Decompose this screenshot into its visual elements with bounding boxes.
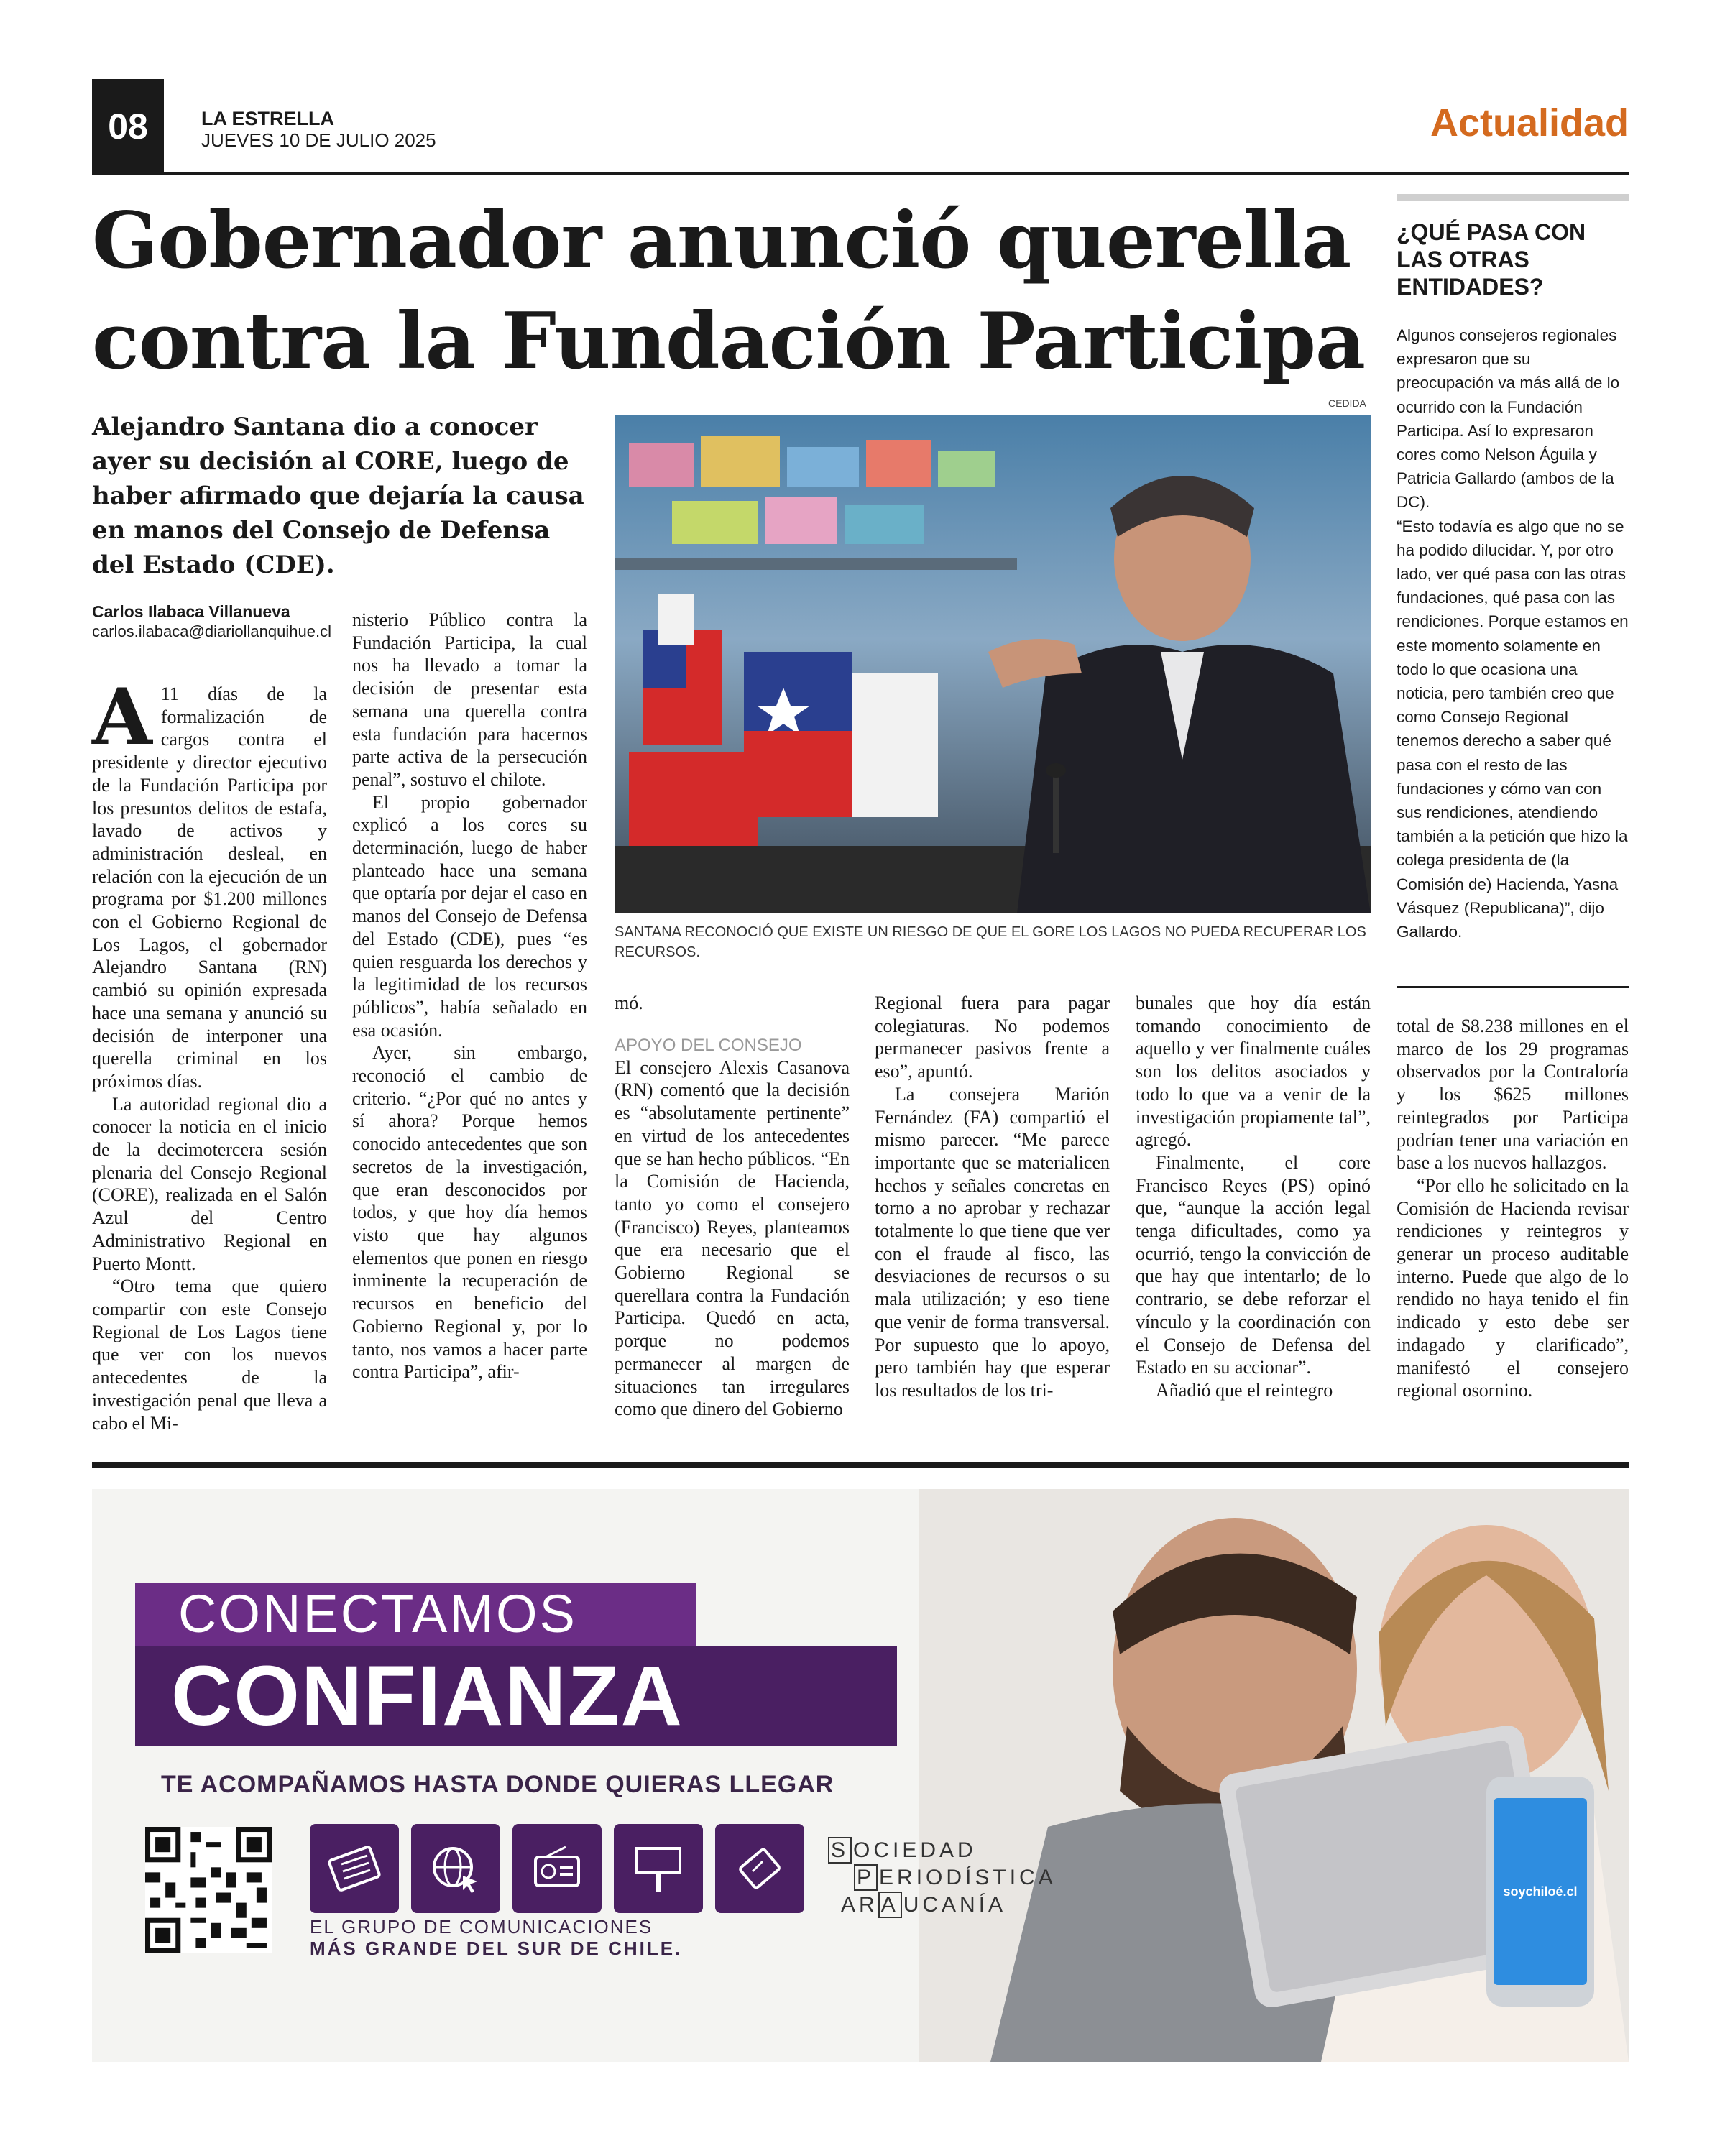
billboard-icon: [614, 1824, 703, 1913]
sopesa-logo[interactable]: [828, 1837, 1057, 1919]
logo-line-2: P ERIODÍSTICA: [828, 1864, 1057, 1892]
author-email: carlos.ilabaca@diariollanquihue.cl: [92, 622, 331, 640]
header-rule: [92, 172, 1629, 175]
headline: [92, 190, 1371, 392]
article-subhead: Alejandro Santana dio a conocer ayer su decisión al CORE, luego de haber afirmado que dejaría la causa en manos del Consejo de Defensa del Estado (CDE).: [92, 413, 584, 579]
author-name: Carlos Ilabaca Villanueva: [92, 602, 290, 621]
governor-photo-illustration: [615, 415, 1371, 913]
radio-icon: [512, 1824, 602, 1913]
paragraph: Ayer, sin embargo, reconoció el cambio de criterio. “¿Por qué no antes y sí ahora? Porque hemos conocido antecedentes que son secretos de la investigación, que eran desconocidos por todos, y que hoy día hemos visto que hay algunos elementos que ponen en riesgo inminente la recuperación de recursos en beneficio del Gobierno Regional y, por lo tanto, nos vamos a hacer parte contra Participa”, afir-: [352, 1042, 587, 1383]
article-bottom-rule: [92, 1462, 1629, 1468]
logo-line-1: S OCIEDAD: [828, 1837, 1057, 1864]
article-column-2: [352, 609, 587, 1383]
drop-cap: A: [92, 672, 152, 763]
headline-line-1: Gobernador anunció querella: [92, 195, 1351, 286]
ad-headline-1: CONECTAMOS: [135, 1583, 696, 1646]
paragraph: La autoridad regional dio a conocer la noticia en el inicio de la decimotercera sesión plenaria del Consejo Regional (CORE), realizada en el Salón Azul del Centro Administrativo Regional en Puerto Montt.: [92, 1093, 327, 1274]
paragraph: El propio gobernador explicó a los cores su determinación, luego de haber planteado hace una semana que optaría por dejar el caso en manos del Consejo de Defensa del Estado (CDE), pues “es quien resguarda los derechos y la legitimidad de los recursos públicos”, había señalado en esa ocasión.: [352, 791, 587, 1041]
advertisement[interactable]: [92, 1489, 1629, 2062]
issue-date: JUEVES 10 DE JULIO 2025: [201, 129, 436, 151]
page-number: 08: [92, 79, 164, 174]
byline: [92, 602, 331, 641]
photo-credit: CEDIDA: [1328, 397, 1366, 409]
headline-line-2: contra la Fundación Participa: [92, 296, 1365, 387]
paragraph: Añadió que el reintegro: [1156, 1379, 1333, 1401]
sidebar-bottom-rule: [1397, 986, 1629, 988]
ticket-icon: [715, 1824, 804, 1913]
paragraph: “Por ello he solicitado en la Comisión de Hacienda revisar rendiciones y reintegros y generar un proceso auditable interno. Puede que algo de lo rendido no haya tenido el fin indicado y esto debe ser indagado y clarificado”, manifestó el consejero regional osornino.: [1397, 1174, 1629, 1401]
paragraph: Finalmente, el core Francisco Reyes (PS) opinó que, “aunque la acción legal tenga dificultades, como ya ocurrió, tengo la convicción de que hay que intentarlo; de lo contrario, se debe reforzar el vínculo y la coordinación con el Consejo de Defensa del Estado en su accionar”.: [1136, 1151, 1371, 1378]
ad-tagline: TE ACOMPAÑAMOS HASTA DONDE QUIERAS LLEGAR: [161, 1771, 834, 1798]
qr-code-icon[interactable]: [145, 1827, 272, 1953]
sidebar-paragraph: Algunos consejeros regionales expresaron que su preocupación va más allá de lo ocurrido con la Fundación Participa. Así lo expresaron cores como Nelson Águila y Patricia Gallardo (ambos de la DC).: [1397, 326, 1620, 512]
sidebar-top-rule: [1397, 194, 1629, 201]
article-column-5: [1136, 992, 1371, 1402]
paragraph: nisterio Público contra la Fundación Participa, la cual nos ha llevado a tomar la decisión de presentar esta semana una querella contra esta fundación para hacernos parte activa de la persecución penal”, sostuvo el chilote.: [352, 609, 587, 790]
ad-headline-2: CONFIANZA: [135, 1646, 897, 1746]
paragraph: total de $8.238 millones en el marco de los 29 programas observados por la Contraloría y los $625 millones reintegrados por Participa podrían tener una variación en base a los nuevos hallazgos.: [1397, 1015, 1629, 1174]
ad-phone-image: [1486, 1777, 1594, 2007]
paragraph: “Otro tema que quiero compartir con este Consejo Regional de Los Lagos tiene que ver con los nuevos antecedentes de la investigación penal que lleva a cabo el Mi-: [92, 1276, 327, 1434]
article-photo: [615, 415, 1371, 913]
photo-caption: SANTANA RECONOCIÓ QUE EXISTE UN RIESGO DE QUE EL GORE LOS LAGOS NO PUEDA RECUPERAR LOS RECURSOS.: [615, 924, 1366, 960]
section-subhead: APOYO DEL CONSEJO: [615, 1035, 802, 1055]
paragraph: 11 días de la formalización de cargos contra el presidente y director ejecutivo de la Fundación Participa por los presuntos delitos de estafa, lavado de activos y administración desleal, en relación con la ejecución de un programa por $1.200 millones con el Gobierno Regional de Los Lagos, el gobernador Alejandro Santana (RN) cambió su opinión expresada hace una semana y anunció su decisión de interponer una querella criminal en los próximos días.: [92, 683, 327, 1092]
paragraph: bunales que hoy día están tomando conocimiento de aquello y ver finalmente cuáles son los delitos asociados y todo lo que va a venir de la investigación propiamente tal”, agregó.: [1136, 992, 1371, 1151]
paragraph: La consejera Marión Fernández (FA) compartió el mismo parecer. “Me parece importante que se materialicen hechos y señales concretas en torno a no aprobar y rechazar totalmente lo que tiene que ver con el fraude al fisco, las desviaciones de recursos o su mala utilización; y eso tiene que venir de forma transversal. Por supuesto que lo apoyo, pero también hay que esperar los resultados de los tri-: [875, 1083, 1110, 1401]
article-column-4: [875, 992, 1110, 1402]
newspaper-name: LA ESTRELLA: [201, 108, 334, 129]
phone-site-label: soychiloé.cl: [1494, 1798, 1587, 1985]
paragraph: El consejero Alexis Casanova (RN) comentó que la decisión es “absolutamente pertinente” en virtud de los antecedentes que se han hecho públicos. “En la Comisión de Hacienda, tanto yo como el consejero (Francisco) Reyes, planteamos que era necesario que el Gobierno Regional se querellara contra la Fundación Participa. Quedó en acta, porque no podemos permanecer al margen de situaciones tan irregulares como que dinero del Gobierno: [615, 1056, 850, 1420]
article-column-3: [615, 992, 850, 1421]
sidebar-title: ¿QUÉ PASA CON LAS OTRAS ENTIDADES?: [1397, 219, 1586, 300]
paragraph: mó.: [615, 992, 643, 1013]
ad-group-line-1: EL GRUPO DE COMUNICACIONES: [310, 1916, 653, 1938]
sidebar-paragraph: “Esto todavía es algo que no se ha podido dilucidar. Y, por otro lado, ver qué pasa con las otras fundaciones, qué pasa con las rendiciones. Porque estamos en este momento solamente en todo lo que ocasiona una noticia, pero también creo que como Consejo Regional tenemos derecho a saber qué pasa con el resto de las fundaciones y cómo van con sus rendiciones, atendiendo también a la petición que hizo la colega presidenta de (la Comisión de) Hacienda, Yasna Vásquez (Republicana)”, dijo Gallardo.: [1397, 517, 1629, 941]
paragraph: Regional fuera para pagar colegiaturas. No podemos permanecer pasivos frente a eso”, apuntó.: [875, 992, 1110, 1082]
newspaper-icon: [310, 1824, 399, 1913]
globe-icon: [411, 1824, 500, 1913]
ad-group-line-2: MÁS GRANDE DEL SUR DE CHILE.: [310, 1938, 683, 1959]
ad-group-text: [310, 1916, 682, 1959]
masthead: [201, 108, 436, 151]
sidebar-body: [1397, 323, 1629, 944]
logo-line-3: AR A UCANÍA: [841, 1893, 1007, 1917]
article-column-6: [1397, 1015, 1629, 1402]
article-column-1: [92, 672, 327, 1434]
section-label: Actualidad: [1430, 101, 1629, 144]
